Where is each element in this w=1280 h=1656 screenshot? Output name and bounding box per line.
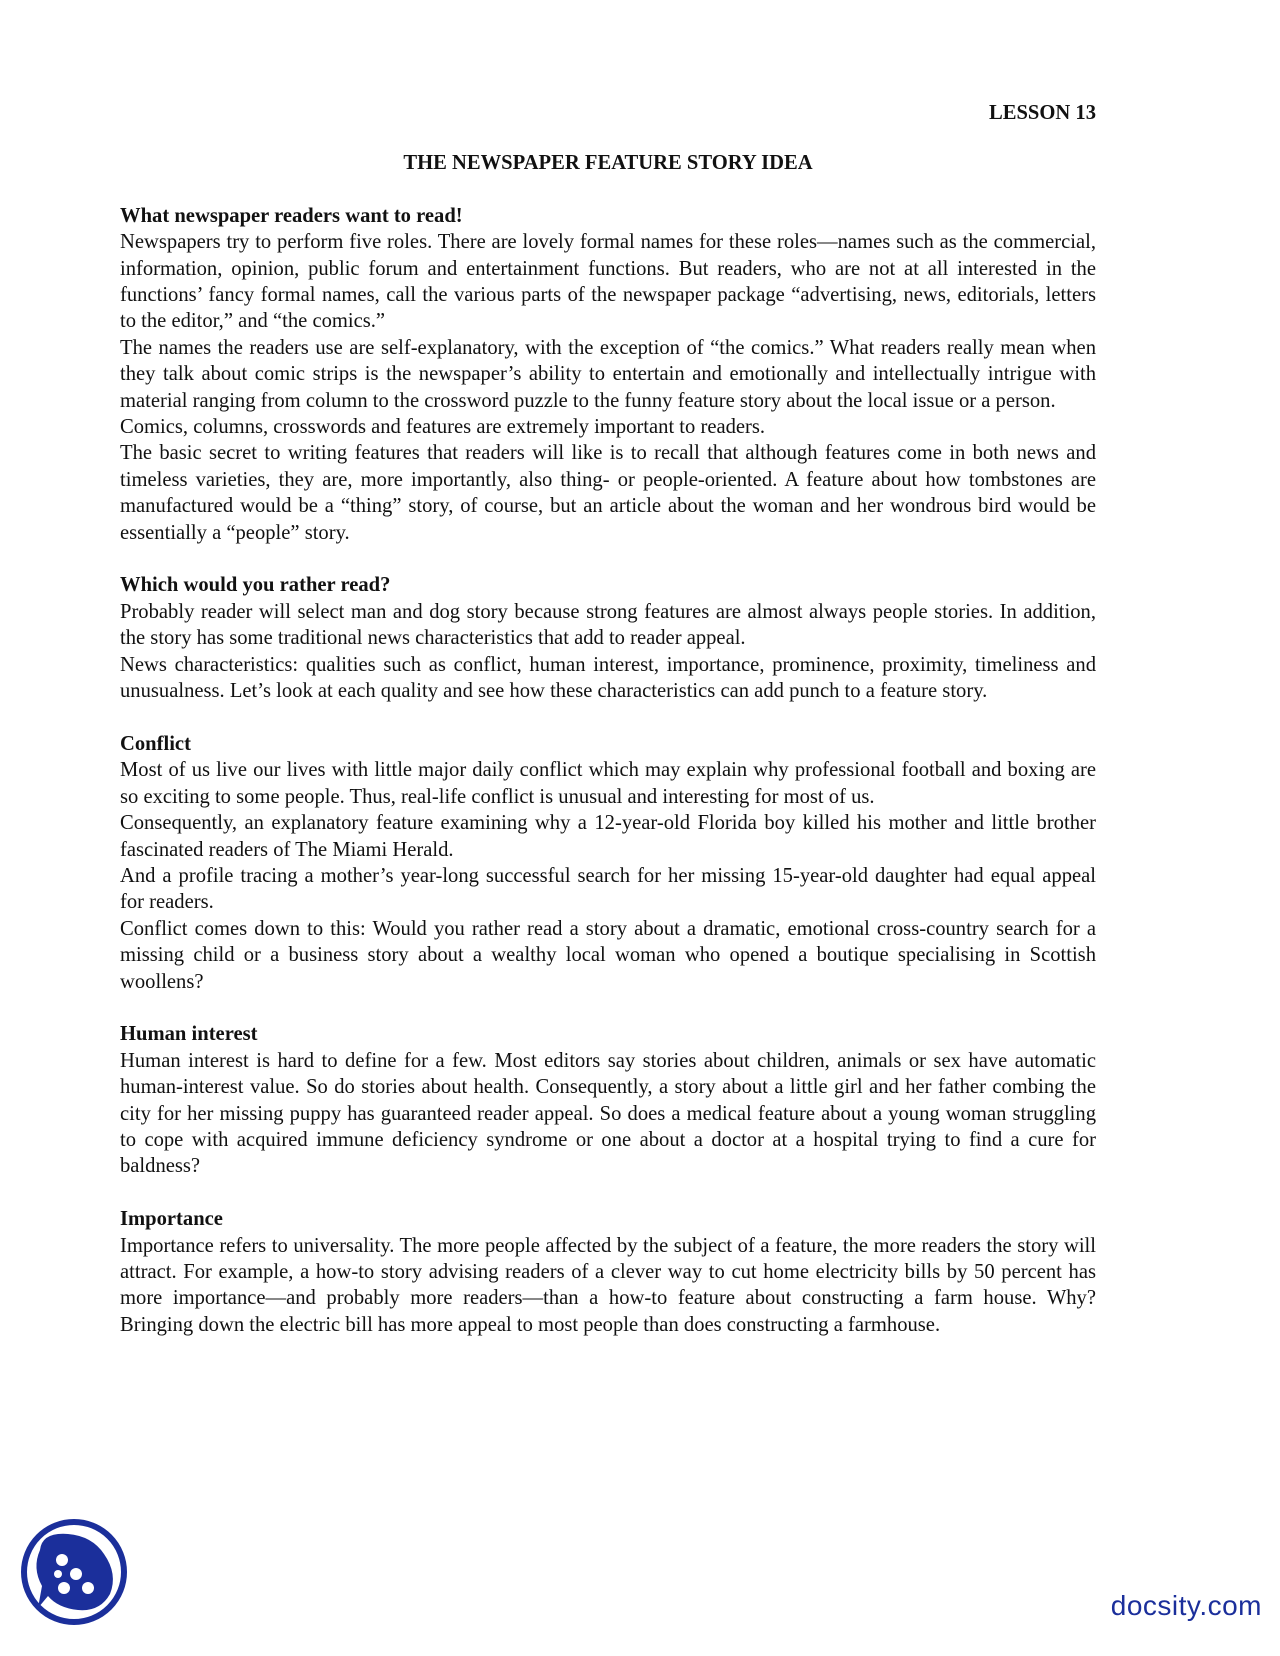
page-title: THE NEWSPAPER FEATURE STORY IDEA (403, 152, 813, 175)
section-heading: Importance (120, 1208, 223, 1231)
docsity-logo-icon[interactable] (18, 1516, 130, 1628)
paragraph: Comics, columns, crosswords and features are extremely important to readers. (120, 416, 766, 439)
lesson-number: LESSON 13 (988, 102, 1096, 124)
paragraph: Consequently, an explanatory feature examining why a 12-year-old Florida boy killed his mother and little brother fascinated readers of The Miami Herald. (120, 812, 1096, 861)
section-rather-read (120, 572, 1096, 704)
section-heading: Human interest (120, 1023, 258, 1046)
docsity-brand-link[interactable]: docsity.com (1110, 1590, 1262, 1621)
document-page (120, 100, 1096, 1365)
paragraph: And a profile tracing a mother’s year-long successful search for her missing 15-year-old daughter had equal appeal for readers. (120, 864, 1096, 914)
paragraph: Conflict comes down to this: Would you rather read a story about a dramatic, emotional cross-country search for a missing child or a business story about a wealthy local woman who opened a boutique specialising in Scottish woollens? (120, 917, 1096, 993)
paragraph: Human interest is hard to define for a few. Most editors say stories about children, animals or sex have automatic human-interest value. So do stories about health. Consequently, a story about a little girl and her father combing the city for her missing puppy has guaranteed reader appeal. So does a medical feature about a young woman struggling to cope with acquired immune deficiency syndrome or one about a doctor at a hospital trying to find a cure for baldness? (120, 1049, 1096, 1178)
section-heading: Which would you rather read? (120, 574, 391, 597)
paragraph: News characteristics: qualities such as conflict, human interest, importance, prominence, proximity, timeliness and unusualness. Let’s look at each quality and see how these characteristics can add punch to a feature story. (120, 653, 1096, 703)
section-human-interest (120, 1021, 1096, 1179)
section-conflict (120, 731, 1096, 995)
section-importance (120, 1206, 1096, 1338)
paragraph: The names the readers use are self-explanatory, with the exception of “the comics.” What readers really mean when they talk about comic strips is the newspaper’s ability to entertain and emotionally and intellectually intrigue with material ranging from column to the crossword puzzle to the funny feature story about the local issue or a person. (120, 336, 1096, 412)
section-heading: What newspaper readers want to read! (120, 204, 463, 227)
paragraph: Most of us live our lives with little major daily conflict which may explain why professional football and boxing are so exciting to some people. Thus, real-life conflict is unusual and interesting for most of us. (120, 759, 1096, 808)
paragraph: Probably reader will select man and dog story because strong features are almost always people stories. In addition, the story has some traditional news characteristics that add to reader appeal. (120, 600, 1096, 650)
paragraph: Importance refers to universality. The more people affected by the subject of a feature, the more readers the story will attract. For example, a how-to story advising readers of a clever way to cut home electricity bills by 50 percent has more importance—and probably more readers—than a how-to feature about constructing a farm house. Why? Bringing down the electric bill has more appeal to most people than does constructing a farmhouse. (120, 1234, 1096, 1336)
paragraph: Newspapers try to perform five roles. There are lovely formal names for these roles—names such as the commercial, information, opinion, public forum and entertainment functions. But readers, who are not at all interested in the functions’ fancy formal names, call the various parts of the newspaper package “advertising, news, editorials, letters to the editor,” and “the comics.” (120, 231, 1096, 333)
section-readers-want (120, 203, 1096, 546)
paragraph: The basic secret to writing features that readers will like is to recall that although features come in both news and timeless varieties, they are, more importantly, also thing- or people-oriented. A feature about how tombstones are manufactured would be a “thing” story, of course, but an article about the woman and her wondrous bird would be essentially a “people” story. (120, 442, 1096, 544)
section-heading: Conflict (120, 732, 191, 755)
